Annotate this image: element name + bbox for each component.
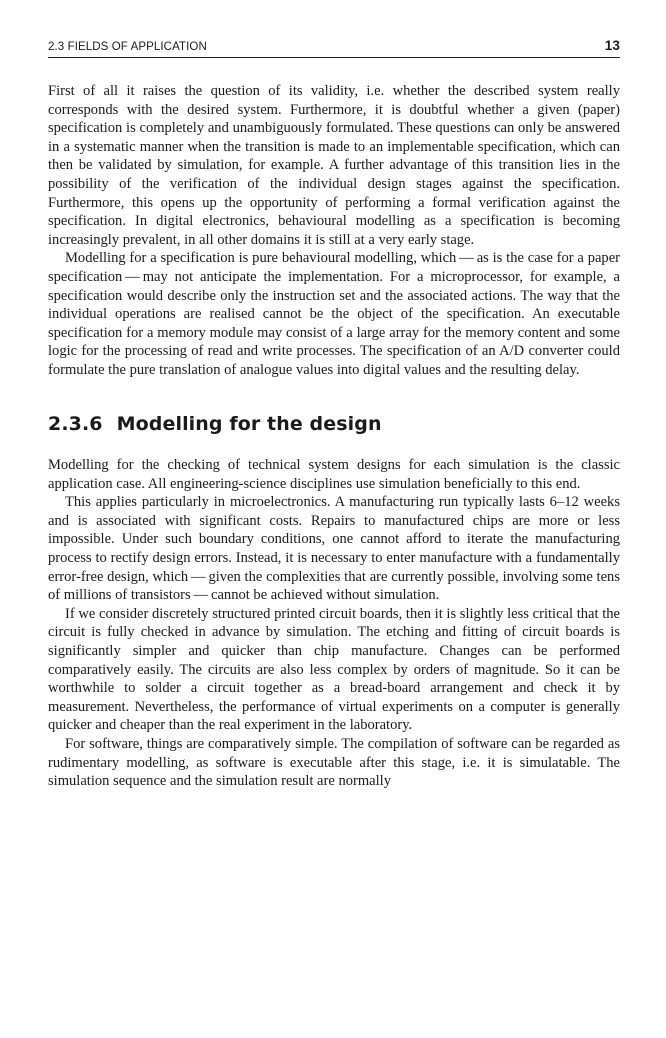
running-header — [48, 38, 620, 58]
paragraph: Modelling for a specification is pure behavioural modelling, which — as is the case for a paper specification — may not anticipate the implementation. For a microprocessor, for example, a specification would describe only the instruction set and the associated actions. The way that the individual operations are realised cannot be the object of the specification. An executable specification for a memory module may consist of a large array for the memory content and some logic for the processing of read and write processes. The specification of an A/D converter could formulate the pure translation of analogue values into digital values and the resulting delay. — [48, 250, 620, 378]
body-text — [48, 82, 620, 791]
paragraph: For software, things are comparatively simple. The compilation of software can be regarded as rudimentary modelling, as software is executable after this stage, i.e. it is simulatable. The simulation sequence and the simulation result are normally — [48, 736, 620, 790]
section-title: Modelling for the design — [116, 412, 382, 435]
paragraph: If we consider discretely structured printed circuit boards, then it is slightly less critical that the circuit is fully checked in advance by simulation. The etching and fitting of circuit boards is significantly simpler and quicker than chip manufacture. Changes can be performed comparatively easily. The circuits are also less complex by orders of magnitude. So it can be worthwhile to solder a circuit together as a bread-board arrangement and check it by measurement. Nevertheless, the performance of virtual experiments on a computer is generally quicker and cheaper than the real experiment in the laboratory. — [48, 605, 620, 734]
section-heading — [48, 412, 620, 435]
running-header-section: 2.3 FIELDS OF APPLICATION — [48, 41, 207, 53]
paragraph: This applies particularly in microelectronics. A manufacturing run typically lasts 6–12 weeks and is associated with significant costs. Repairs to manufactured chips are more or less impossible. Under such boundary conditions, one cannot afford to iterate the manufacturing process to rectify design errors. Instead, it is necessary to enter manufacture with a fundamentally error-free design, which — given the complexities that are currently possible, involving some tens of millions of transistors — cannot be achieved without simulation. — [48, 494, 620, 604]
paragraph: Modelling for the checking of technical system designs for each simulation is the classic application case. All engineering-science disciplines use simulation beneficially to this end. — [48, 457, 620, 492]
section-number: 2.3.6 — [48, 412, 103, 435]
book-page — [48, 38, 620, 791]
paragraph: First of all it raises the question of its validity, i.e. whether the described system really corresponds with the desired system. Furthermore, it is doubtful whether a given (paper) specification is completely and unambiguously formulated. These questions can only be answered in a systematic manner when the transition is made to an implementable specification, which can then be validated by simulation, for example. A further advantage of this transition lies in the possibility of the verification of the individual design stages against the specification. Furthermore, this opens up the opportunity of performing a formal verification against the specification. In digital electronics, behavioural modelling as a specification is becoming increasingly prevalent, in all other domains it is still at a very early stage. — [48, 83, 620, 248]
page-number: 13 — [604, 38, 620, 53]
